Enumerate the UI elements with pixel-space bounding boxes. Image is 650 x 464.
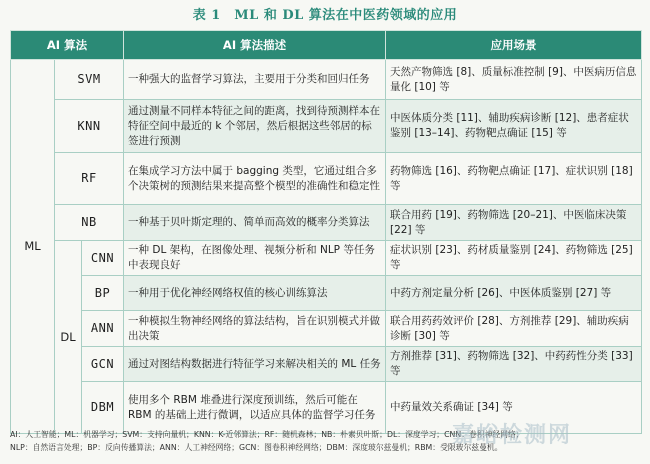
table-row xyxy=(11,276,642,311)
algo-name: BP xyxy=(82,276,124,311)
table-row xyxy=(11,60,642,100)
category-ml: ML xyxy=(11,60,55,434)
header-app: 应用场景 xyxy=(386,31,642,60)
algo-name: ANN xyxy=(82,311,124,347)
algo-description: 一种 DL 架构，在图像处理、视频分析和 NLP 等任务中表现良好 xyxy=(124,241,386,276)
category-dl: DL xyxy=(55,241,82,434)
algo-name: GCN xyxy=(82,347,124,382)
algo-description: 使用多个 RBM 堆叠进行深度预训练，然后可能在 RBM 的基础上进行微调，以适应具体的监督学习任务 xyxy=(124,382,386,434)
algo-description: 通过对图结构数据进行特征学习来解决相关的 ML 任务 xyxy=(124,347,386,382)
algo-name: CNN xyxy=(82,241,124,276)
footnote xyxy=(10,428,642,454)
algo-application: 联合用药药效评价 [28]、方剂推荐 [29]、辅助疾病诊断 [30] 等 xyxy=(386,311,642,347)
algo-description: 在集成学习方法中属于 bagging 类型，它通过组合多个决策树的预测结果来提高整个模型的准确性和稳定性 xyxy=(124,153,386,205)
watermark: 嘉峪检测网 xyxy=(452,423,573,448)
algo-description: 通过测量不同样本特征之间的距离，找到待预测样本在特征空间中最近的 k 个邻居，然后根据这些邻居的标签进行预测 xyxy=(124,100,386,153)
algo-application: 天然产物筛选 [8]、质量标准控制 [9]、中医病历信息量化 [10] 等 xyxy=(386,60,642,100)
table-row xyxy=(11,241,642,276)
algo-description: 一种模拟生物神经网络的算法结构，旨在识别模式并做出决策 xyxy=(124,311,386,347)
algo-description: 一种基于贝叶斯定理的、简单而高效的概率分类算法 xyxy=(124,205,386,241)
table-row xyxy=(11,382,642,434)
table-row xyxy=(11,347,642,382)
algorithm-table xyxy=(10,30,642,434)
algo-description: 一种强大的监督学习算法，主要用于分类和回归任务 xyxy=(124,60,386,100)
algo-application: 症状识别 [23]、药材质量鉴别 [24]、药物筛选 [25] 等 xyxy=(386,241,642,276)
header-algo: AI 算法 xyxy=(11,31,124,60)
algo-application: 药物筛选 [16]、药物靶点确证 [17]、症状识别 [18] 等 xyxy=(386,153,642,205)
algo-application: 中药量效关系确证 [34] 等 xyxy=(386,382,642,434)
table-title: 表 1 ML 和 DL 算法在中医药领域的应用 xyxy=(192,8,458,23)
table-row xyxy=(11,311,642,347)
table-row xyxy=(11,100,642,153)
algo-name: RF xyxy=(55,153,124,205)
algo-application: 联合用药 [19]、药物筛选 [20–21]、中医临床决策 [22] 等 xyxy=(386,205,642,241)
footnote-line: NLP：自然语言处理；BP：反向传播算法；ANN：人工神经网络；GCN：图卷积神经网络；DBM：深度玻尔兹曼机；RBM：受限玻尔兹曼机。 xyxy=(10,443,503,452)
header-desc: AI 算法描述 xyxy=(124,31,386,60)
algo-description: 一种用于优化神经网络权值的核心训练算法 xyxy=(124,276,386,311)
header-row xyxy=(11,31,642,60)
algo-name: KNN xyxy=(55,100,124,153)
algo-name: DBM xyxy=(82,382,124,434)
algo-application: 方剂推荐 [31]、药物筛选 [32]、中药药性分类 [33] 等 xyxy=(386,347,642,382)
algo-name: NB xyxy=(55,205,124,241)
algo-application: 中药方剂定量分析 [26]、中医体质鉴别 [27] 等 xyxy=(386,276,642,311)
table-row xyxy=(11,205,642,241)
algo-name: SVM xyxy=(55,60,124,100)
table-row xyxy=(11,153,642,205)
algo-application: 中医体质分类 [11]、辅助疾病诊断 [12]、患者症状鉴别 [13–14]、药物靶点确证 [15] 等 xyxy=(386,100,642,153)
footnote-line: AI：人工智能；ML：机器学习；SVM：支持向量机；KNN：K-近邻算法；RF：随机森林；NB：朴素贝叶斯；DL：深度学习；CNN：卷积神经网络； xyxy=(10,430,524,439)
